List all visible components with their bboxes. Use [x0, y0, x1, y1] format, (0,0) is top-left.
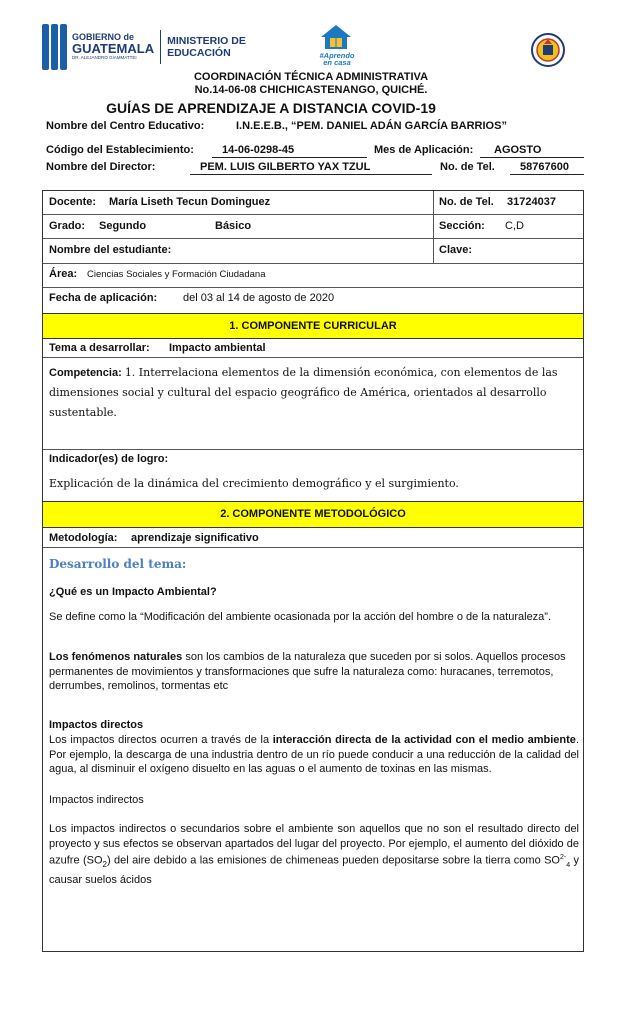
centro-label: Nombre del Centro Educativo: — [46, 120, 205, 132]
grado-label: Grado: — [49, 220, 86, 232]
header-coordinacion: COORDINACIÓN TÉCNICA ADMINISTRATIVA — [193, 71, 429, 83]
metodologia-value: aprendizaje significativo — [131, 532, 259, 544]
codigo-value: 14-06-0298-45 — [222, 144, 295, 156]
seccion-value: C,D — [505, 220, 524, 232]
desarrollo-title: Desarrollo del tema: — [49, 557, 187, 571]
docente-tel-value: 31724037 — [507, 196, 556, 208]
aprendo-en-casa-logo — [308, 22, 364, 68]
competencia-paragraph — [49, 363, 575, 423]
indirectos-text-1: Los impactos indirectos o secundarios sobre el ambiente son aquellos que no son el resultado directo del proyecto y sus efectos se observan apartados del lugar del proyecto. Por ejemplo, el aumento del dióxido de azufre (SO — [49, 823, 579, 867]
indicador-value: Explicación de la dinámica del crecimiento demográfico y el surgimiento. — [49, 477, 459, 490]
header-numero: No.14-06-08 CHICHICASTENANGO, QUICHÉ. — [194, 84, 428, 96]
nivel-value: Básico — [215, 220, 252, 232]
director-tel-value: 58767600 — [520, 161, 569, 173]
directos-text-1: Los impactos directos ocurren a través de la — [49, 734, 273, 746]
docente-label: Docente: — [49, 196, 97, 208]
codigo-label: Código del Establecimiento: — [46, 144, 194, 156]
logo-ministerio-text: MINISTERIO DE — [167, 34, 246, 47]
indirectos-text-2: ) del aire debido a las emisiones de chimeneas pueden depositarse sobre la tierra como SO — [106, 854, 560, 867]
fenomenos-bold: Los fenómenos naturales — [49, 651, 183, 663]
indirectos-text-3: y causar suelos ácidos — [49, 854, 580, 887]
estudiante-label: Nombre del estudiante: — [49, 244, 172, 256]
fecha-value: del 03 al 14 de agosto de 2020 — [183, 292, 335, 304]
director-value: PEM. LUIS GILBERTO YAX TZUL — [200, 161, 371, 173]
indirectos-paragraph — [49, 822, 579, 888]
logo-gobierno-text: GOBIERNO de — [72, 32, 135, 43]
fenomenos-paragraph — [49, 650, 577, 694]
fecha-label: Fecha de aplicación: — [49, 292, 158, 304]
director-tel-label: No. de Tel. — [440, 161, 495, 173]
area-value: Ciencias Sociales y Formación Ciudadana — [87, 269, 266, 280]
componente-curricular-band: 1. COMPONENTE CURRICULAR — [43, 313, 583, 339]
tema-value: Impacto ambiental — [169, 342, 266, 354]
tema-label: Tema a desarrollar: — [49, 342, 150, 354]
directos-text-2: . Por ejemplo, la descarga de una industria dentro de un río puede conducir a una reducción de la calidad del agua, al disminuir el oxígeno disuelto en las aguas o el aumento de toxinas en las mismas. — [49, 734, 579, 775]
question-heading: ¿Qué es un Impacto Ambiental? — [49, 586, 217, 598]
logo-president-text: DR. ALEJANDRO GIAMMATTEI — [72, 55, 137, 61]
indirectos-title: Impactos indirectos — [49, 794, 144, 806]
house-book-icon — [320, 24, 352, 50]
clave-label: Clave: — [439, 244, 473, 256]
director-label: Nombre del Director: — [46, 161, 156, 173]
directos-bold: interacción directa de la actividad con el medio ambiente — [272, 734, 576, 746]
centro-value: I.N.E.E.B., “PEM. DANIEL ADÁN GARCÍA BARRIOS” — [236, 120, 507, 132]
seccion-label: Sección: — [439, 220, 485, 232]
so4-subscript: 4 — [566, 861, 571, 869]
mes-value: AGOSTO — [494, 144, 542, 156]
logo-guatemala-text: GUATEMALA — [72, 41, 155, 57]
grado-value: Segundo — [99, 220, 147, 232]
so2-subscript: 2 — [102, 859, 107, 869]
competencia-label: Competencia: — [49, 367, 122, 379]
en-casa-text: en casa — [323, 58, 351, 68]
fenomenos-text: son los cambios de la naturaleza que suceden por si solos. Aquellos procesos permanentes de movimientos y transformaciones que sufre la naturaleza como: huracanes, terremotos, derrumbes, remolinos, tormentas etc — [49, 651, 566, 692]
mes-label: Mes de Aplicación: — [374, 144, 474, 156]
guide-table — [42, 190, 584, 952]
flag-icon — [42, 24, 66, 70]
competencia-value: 1. Interrelaciona elementos de la dimensión económica, con elementos de las dimensiones social y cultural del espacio geográfico de América, orientados al desarrollo sustentable. — [49, 366, 558, 419]
docente-value: María Liseth Tecun Dominguez — [109, 196, 271, 208]
directos-title: Impactos directos — [49, 719, 144, 731]
logo-educacion-text: EDUCACIÓN — [167, 47, 231, 59]
so4-superscript: 2- — [559, 854, 567, 861]
aprendo-text: #Aprendo — [319, 51, 355, 60]
componente-metodologico-band: 2. COMPONENTE METODOLÓGICO — [43, 501, 583, 528]
gobierno-guatemala-logo — [42, 22, 252, 72]
definition-paragraph: Se define como la “Modificación del ambiente ocasionada por la acción del hombre o de la naturaleza”. — [49, 611, 552, 623]
directos-paragraph — [49, 733, 579, 777]
school-seal-icon — [530, 30, 566, 70]
metodologia-label: Metodología: — [49, 532, 118, 544]
docente-tel-label: No. de Tel. — [439, 196, 494, 208]
indicador-label: Indicador(es) de logro: — [49, 453, 169, 465]
header-guia-title: GUÍAS DE APRENDIZAJE A DISTANCIA COVID-19 — [106, 100, 436, 116]
area-label: Área: — [49, 268, 78, 280]
